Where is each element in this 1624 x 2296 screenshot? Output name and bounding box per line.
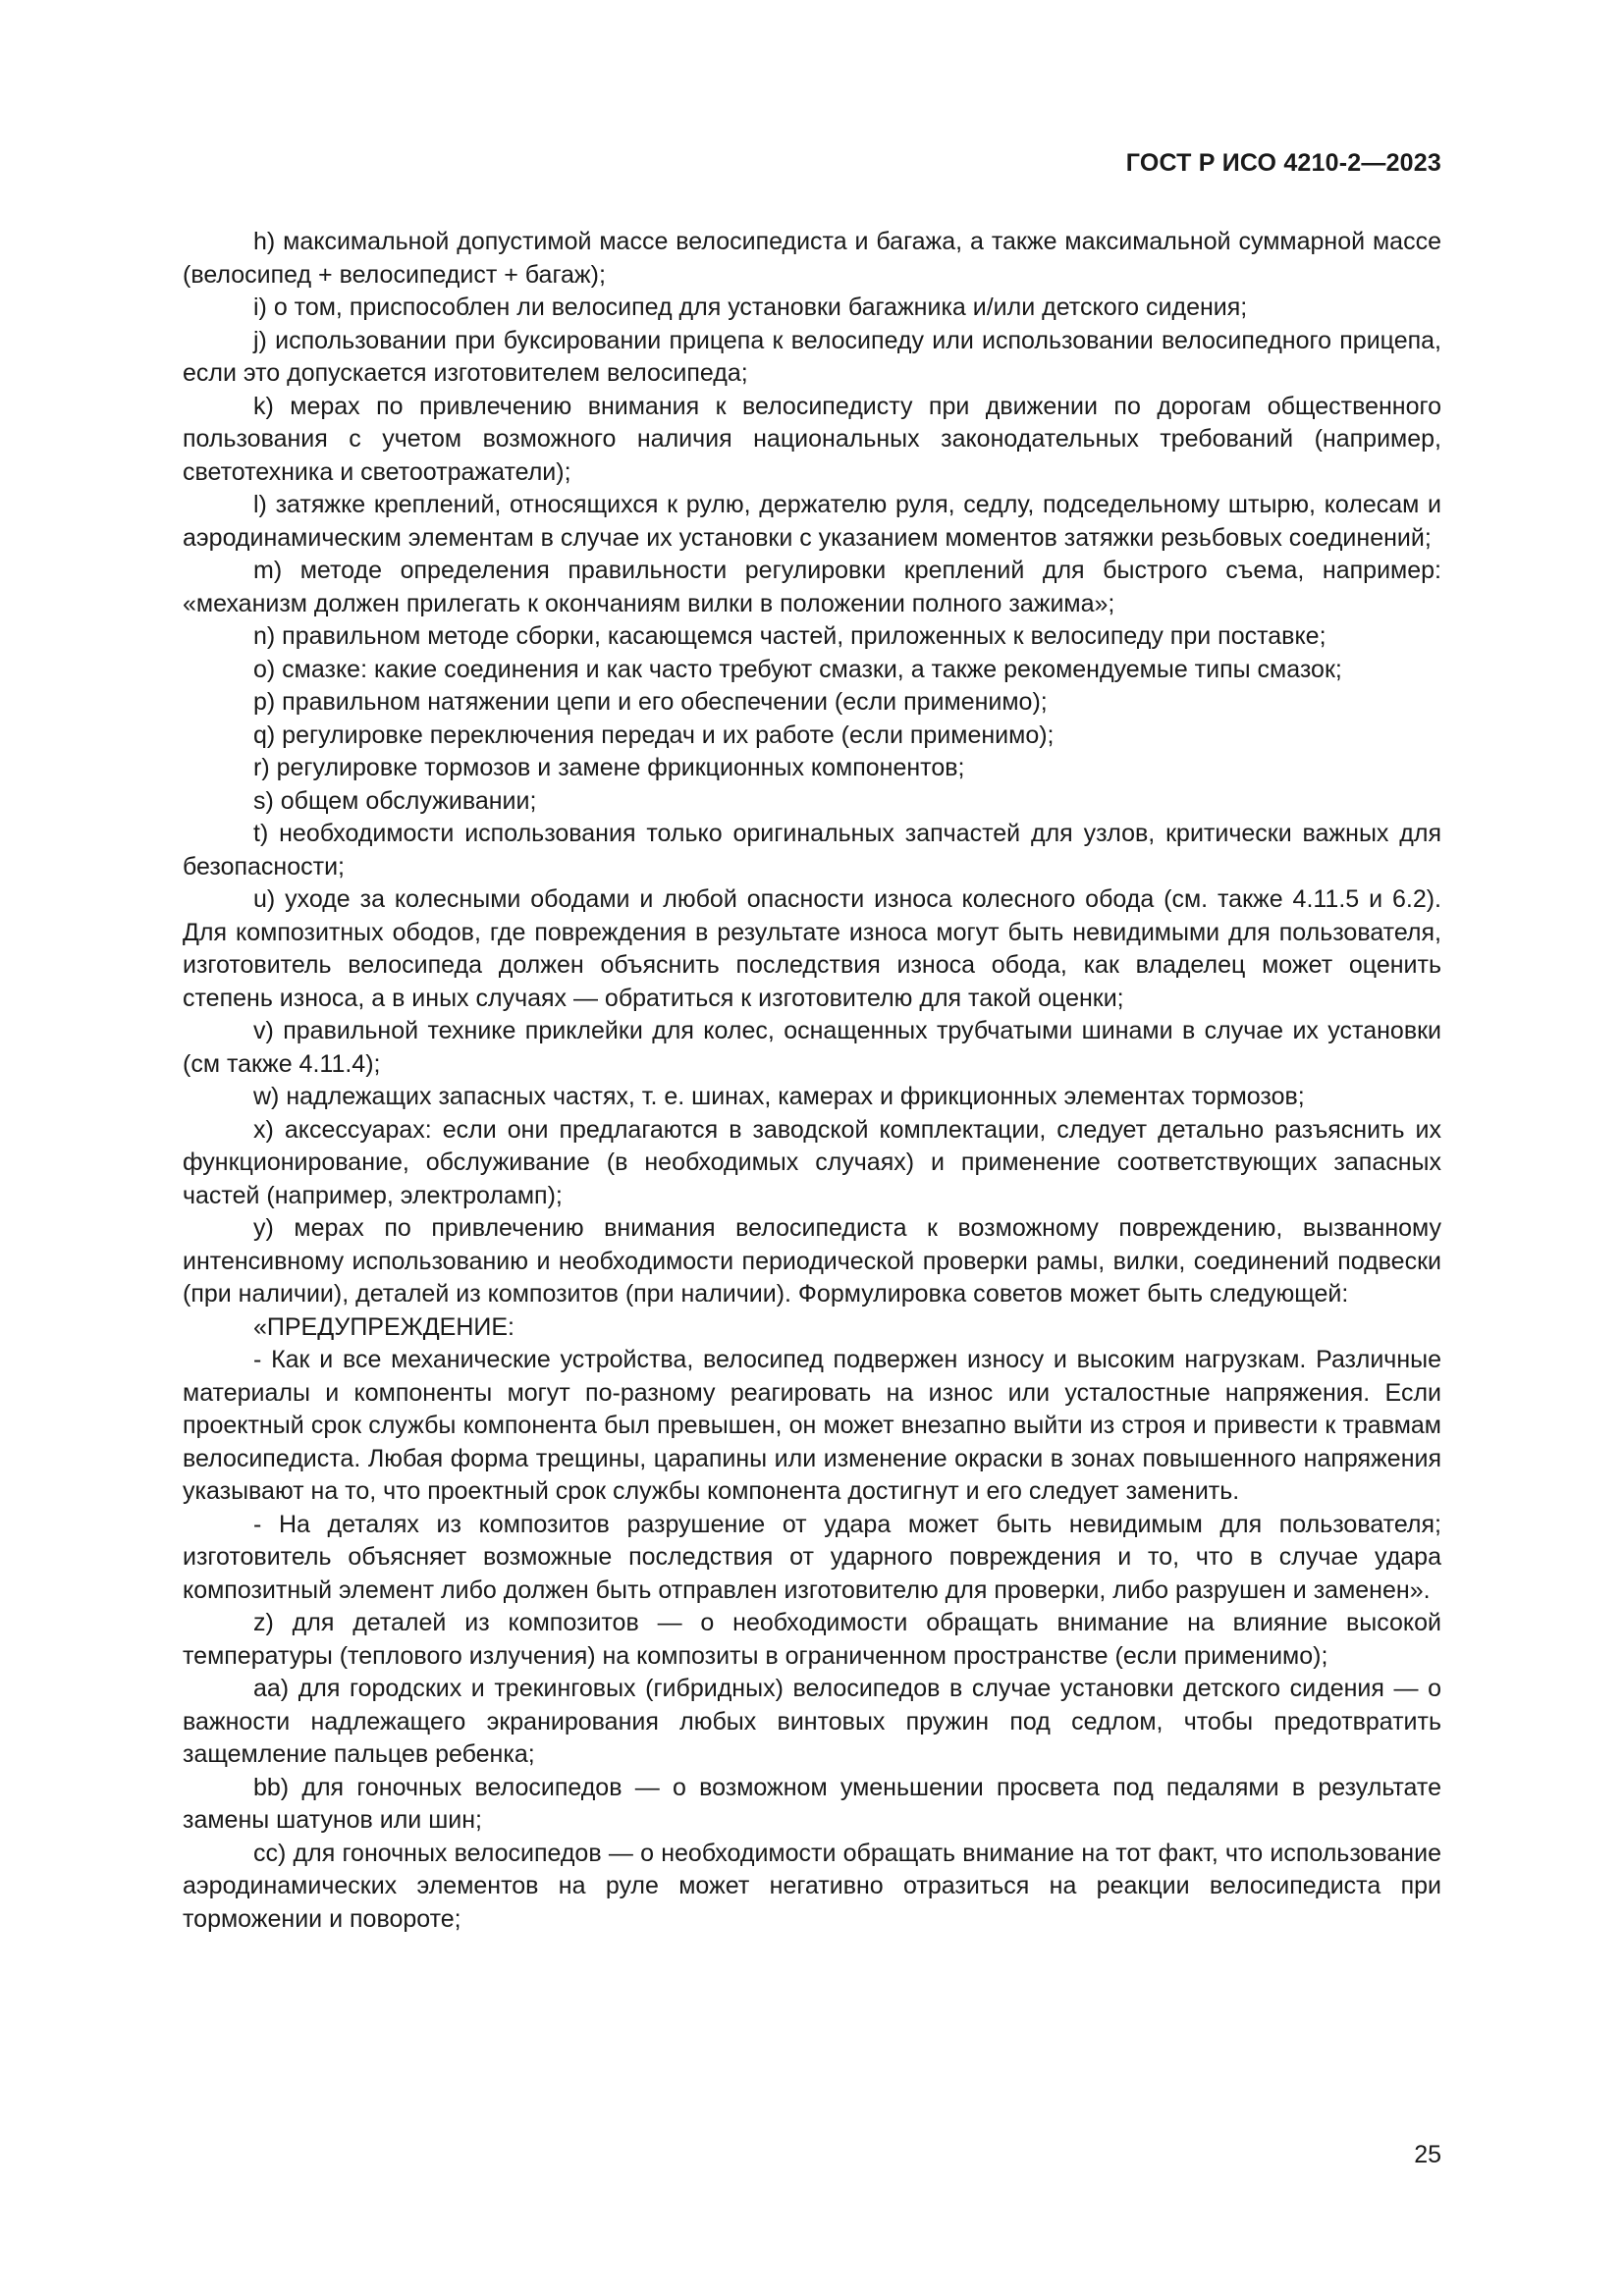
list-item-q: q) регулировке переключения передач и их работе (если применимо);: [253, 721, 1055, 749]
list-item-t: t) необходимости использования только оригинальных запчастей для узлов, критически важных для безопасности;: [183, 820, 1441, 881]
list-item-x: x) аксессуарах: если они предлагаются в заводской комплектации, следует детально разъяснить их функционирование, обслуживание (в необходимых случаях) и применение соответствующих запасных частей (например, электроламп);: [183, 1115, 1441, 1209]
list-item-bb: bb) для гоночных велосипедов — о возможном уменьшении просвета под педалями в результате замены шатунов или шин;: [183, 1773, 1441, 1834]
list-item-n: n) правильном методе сборки, касающемся частей, приложенных к велосипеду при поставке;: [253, 622, 1326, 650]
warning-paragraph-composites: - На деталях из композитов разрушение от удара может быть невидимым для пользователя; изготовитель объясняет возможные последствия от ударного повреждения и то, что в случае удара композитный элемент либо должен быть отправлен изготовителю для проверки, либо разрушен и заменен».: [183, 1510, 1441, 1604]
list-item-m: m) методе определения правильности регулировки креплений для быстрого съема, например: «механизм должен прилегать к окончаниям вилки в положении полного зажима»;: [183, 557, 1441, 617]
list-item-y: y) мерах по привлечению внимания велосипедиста к возможному повреждению, вызванному интенсивному использованию и необходимости периодической проверки рамы, вилки, соединений подвески (при наличии), деталей из композитов (при наличии). Формулировка советов может быть следующей:: [183, 1214, 1441, 1308]
list-item-s: s) общем обслуживании;: [253, 786, 537, 815]
list-item-i: i) о том, приспособлен ли велосипед для установки багажника и/или детского сидения;: [253, 294, 1248, 321]
list-item-aa: aa) для городских и трекинговых (гибридных) велосипедов в случае установки детского сидения — о важности надлежащего экранирования любых винтовых пружин под седлом, чтобы предотвратить защемление пальцев ребенка;: [183, 1675, 1441, 1768]
list-item-p: p) правильном натяжении цепи и его обеспечении (если применимо);: [253, 688, 1048, 716]
list-item-j: j) использовании при буксировании прицепа к велосипеду или использовании велосипедного прицепа, если это допускается изготовителем велосипеда;: [183, 326, 1441, 387]
document-body: [183, 226, 1441, 1936]
list-item-k: k) мерах по привлечению внимания к велосипедисту при движении по дорогам общественного пользования с учетом возможного наличия национальных законодательных требований (например, светотехника и светоотражатели);: [183, 392, 1441, 486]
warning-paragraph-wear: - Как и все механические устройства, велосипед подвержен износу и высоким нагрузкам. Различные материалы и компоненты могут по-разному реагировать на износ или усталостные напряжения. Если проектный срок службы компонента был превышен, он может внезапно выйти из строя и привести к травмам велосипедиста. Любая форма трещины, царапины или изменение окраски в зонах повышенного напряжения указывают на то, что проектный срок службы компонента достигнут и его следует заменить.: [183, 1346, 1441, 1505]
list-item-u: u) уходе за колесными ободами и любой опасности износа колесного обода (см. также 4.11.5 и 6.2). Для композитных ободов, где повреждения в результате износа могут быть невидимыми для пользователя, изготовитель велосипеда должен объяснить последствия износа обода, как владелец может оценить степень износа, а в иных случаях — обратиться к изготовителю для такой оценки;: [183, 885, 1441, 1012]
list-item-h: h) максимальной допустимой массе велосипедиста и багажа, а также максимальной суммарной массе (велосипед + велосипедист + багаж);: [183, 228, 1441, 289]
list-item-o: o) смазке: какие соединения и как часто требуют смазки, а также рекомендуемые типы смазок;: [253, 655, 1342, 683]
list-item-l: l) затяжке креплений, относящихся к рулю, держателю руля, седлу, подседельному штырю, колесам и аэродинамическим элементам в случае их установки с указанием моментов затяжки резьбовых соединений;: [183, 491, 1441, 552]
list-item-r: r) регулировке тормозов и замене фрикционных компонентов;: [253, 754, 965, 781]
page-number: 25: [1414, 2141, 1441, 2168]
list-item-z: z) для деталей из композитов — о необходимости обращать внимание на влияние высокой температуры (теплового излучения) на композиты в ограниченном пространстве (если применимо);: [183, 1609, 1441, 1670]
list-item-cc: cc) для гоночных велосипедов — о необходимости обращать внимание на тот факт, что использование аэродинамических элементов на руле может негативно отразиться на реакции велосипедиста при торможении и повороте;: [183, 1839, 1441, 1933]
document-code-header: ГОСТ Р ИСО 4210-2—2023: [1125, 149, 1441, 177]
warning-heading: «ПРЕДУПРЕЖДЕНИЕ:: [253, 1312, 514, 1341]
list-item-w: w) надлежащих запасных частях, т. е. шинах, камерах и фрикционных элементах тормозов;: [253, 1083, 1305, 1110]
list-item-v: v) правильной технике приклейки для колес, оснащенных трубчатыми шинами в случае их установки (см также 4.11.4);: [183, 1017, 1441, 1078]
